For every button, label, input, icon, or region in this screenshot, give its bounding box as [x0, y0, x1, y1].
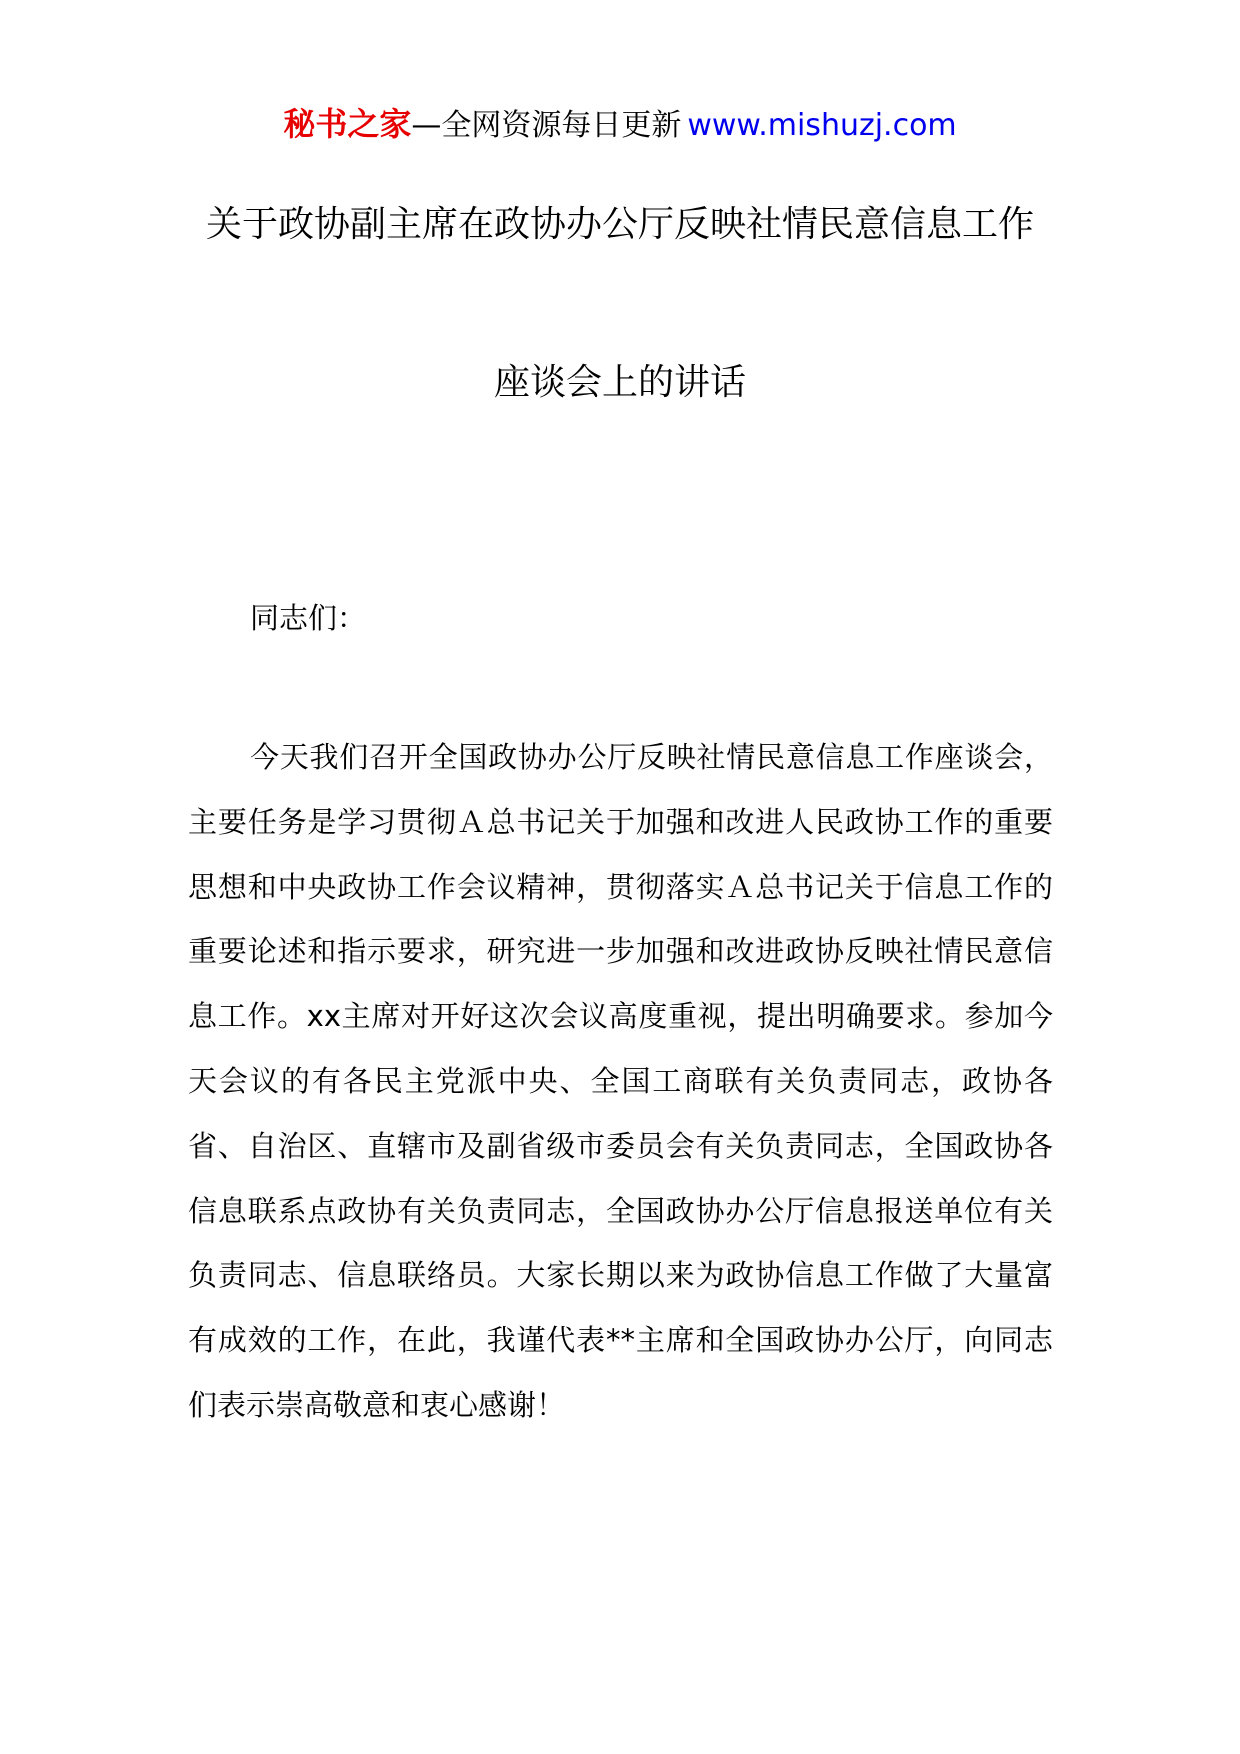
site-header [0, 100, 1240, 150]
greeting: 同志们： [250, 601, 367, 635]
header-slogan: —全网资源每日更新 [411, 108, 682, 143]
document-title-line-2: 座谈会上的讲话 [493, 362, 746, 403]
body-paragraph: 今天我们召开全国政协办公厅反映社情民意信息工作座谈会，主要任务是学习贯彻Ａ总书记关于加强和改进人民政协工作的重要思想和中央政协工作会议精神，贯彻落实Ａ总书记关于信息工作的重要论述和指示要求，研究进一步加强和改进政协反映社情民意信息工作。xx主席对开好这次会议高度重视，提出明确要求。参加今天会议的有各民主党派中央、全国工商联有关负责同志，政协各省、自治区、直辖市及副省级市委员会有关负责同志，全国政协各信息联系点政协有关负责同志，全国政协办公厅信息报送单位有关负责同志、信息联络员。大家长期以来为政协信息工作做了大量富有成效的工作，在此，我谨代表**主席和全国政协办公厅，向同志们表示崇高敬意和衷心感谢！ [188, 740, 1053, 1422]
site-url-link[interactable]: www.mishuzj.com [687, 108, 957, 143]
document-title-line-1: 关于政协副主席在政协办公厅反映社情民意信息工作 [205, 204, 1034, 245]
brand-name: 秘书之家 [283, 105, 412, 143]
